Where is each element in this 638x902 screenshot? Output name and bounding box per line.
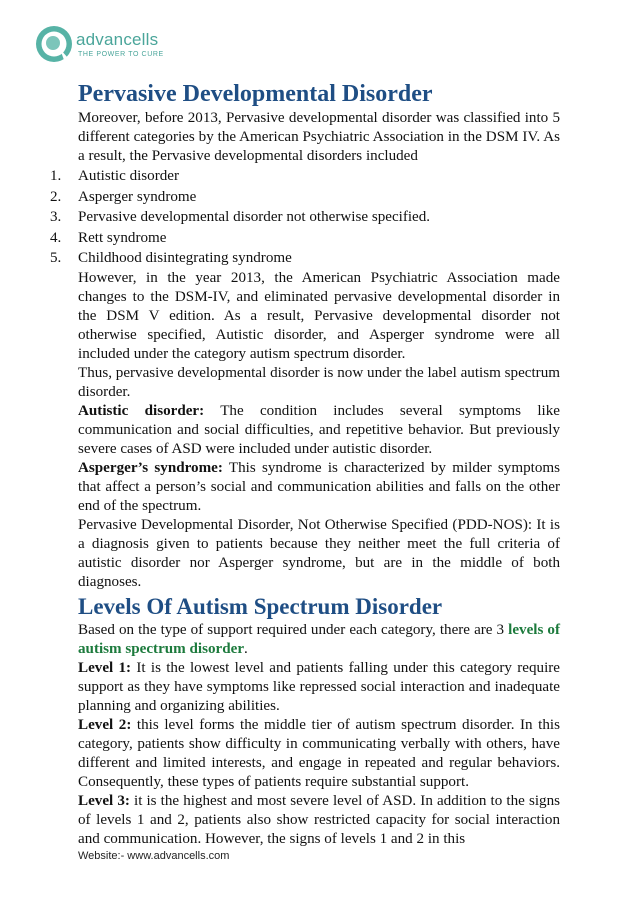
list-number: 3. — [50, 209, 62, 226]
brand-name: advancells — [76, 29, 159, 49]
autistic-disorder-label: Autistic disorder: — [78, 402, 205, 419]
list-item-text: Rett syndrome — [78, 229, 167, 246]
list-item-text: Childhood disintegrating syndrome — [78, 250, 292, 267]
heading-levels-of-asd: Levels Of Autism Spectrum Disorder — [78, 593, 443, 619]
list-item — [50, 187, 560, 208]
autistic-disorder-text: The condition includes several symptoms like communication and social difficulties, and repetitive behavior. But previously severe cases of ASD were included under autistic disorder. — [78, 402, 560, 457]
asperger-text: This syndrome is characterized by milder symptoms that affect a person’s social and communication abilities and falls on the other end of the spectrum. — [78, 459, 560, 514]
levels-of-asd-link[interactable]: levels of autism spectrum disorder — [78, 621, 560, 657]
asperger-label: Asperger’s syndrome: — [78, 459, 223, 476]
advancells-logo-icon — [34, 24, 74, 64]
levels-intro-end: . — [244, 640, 248, 657]
list-item-text: Asperger syndrome — [78, 188, 197, 205]
level-2-label: Level 2: — [78, 716, 132, 733]
list-item-text: Pervasive developmental disorder not otherwise specified. — [78, 209, 431, 226]
list-item — [50, 207, 560, 228]
level-3-text: it is the highest and most severe level of ASD. In addition to the signs of levels 1 and 2, patients also show restricted capacity for social interaction and communication. However, the signs of levels 1 and 2 in this — [78, 792, 560, 847]
level-2-paragraph — [78, 716, 560, 792]
level-2-text: this level forms the middle tier of autism spectrum disorder. In this category, patients show difficulty in communicating verbally with others, have different and limited interests, and engage in repeated and regular behaviors. Consequently, these types of patients require substantial support. — [78, 716, 560, 790]
label-change-paragraph: Thus, pervasive developmental disorder is now under the label autism spectrum disorder. — [78, 364, 560, 400]
list-number: 1. — [50, 168, 62, 184]
brand-logo — [34, 24, 164, 64]
list-item — [50, 166, 560, 187]
levels-intro-text: Based on the type of support required under each category, there are 3 — [78, 621, 509, 638]
document-body — [50, 80, 560, 849]
level-1-text: It is the lowest level and patients falling under this category require support as they have symptoms like repressed social interaction and inadequate planning and organizing abilities. — [78, 659, 560, 714]
footer-website: Website:- www.advancells.com — [78, 850, 230, 862]
level-1-paragraph — [78, 659, 560, 716]
level-1-label: Level 1: — [78, 659, 132, 676]
level-3-paragraph — [78, 792, 560, 849]
dsm5-change-paragraph: However, in the year 2013, the American Psychiatric Association made changes to the DSM-IV, and eliminated pervasive developmental disorder in the DSM V edition. As a result, Pervasive developmental disorder not otherwise specified, Autistic disorder, and Asperger syndrome were all included under the category autism spectrum disorder. — [78, 269, 560, 362]
list-number: 5. — [50, 250, 62, 267]
list-item — [50, 248, 560, 269]
brand-tagline: THE POWER TO CURE — [78, 50, 164, 58]
level-3-label: Level 3: — [78, 792, 130, 809]
intro-paragraph: Moreover, before 2013, Pervasive developmental disorder was classified into 5 different categories by the American Psychiatric Association in the DSM IV. As a result, the Pervasive developmental disorders included — [78, 110, 560, 164]
list-number: 4. — [50, 229, 62, 246]
pdd-category-list — [50, 166, 560, 269]
asperger-paragraph — [78, 459, 560, 516]
autistic-disorder-paragraph — [78, 402, 560, 459]
levels-intro-paragraph — [78, 621, 560, 659]
pdd-nos-paragraph: Pervasive Developmental Disorder, Not Otherwise Specified (PDD-NOS): It is a diagnosis given to patients because they neither meet the full criteria of autistic disorder nor Asperger syndrome, but are in the middle of both diagnoses. — [78, 516, 560, 590]
list-item — [50, 228, 560, 249]
list-number: 2. — [50, 188, 62, 205]
heading-pervasive-developmental-disorder: Pervasive Developmental Disorder — [78, 81, 433, 107]
list-item-text: Autistic disorder — [78, 168, 180, 184]
